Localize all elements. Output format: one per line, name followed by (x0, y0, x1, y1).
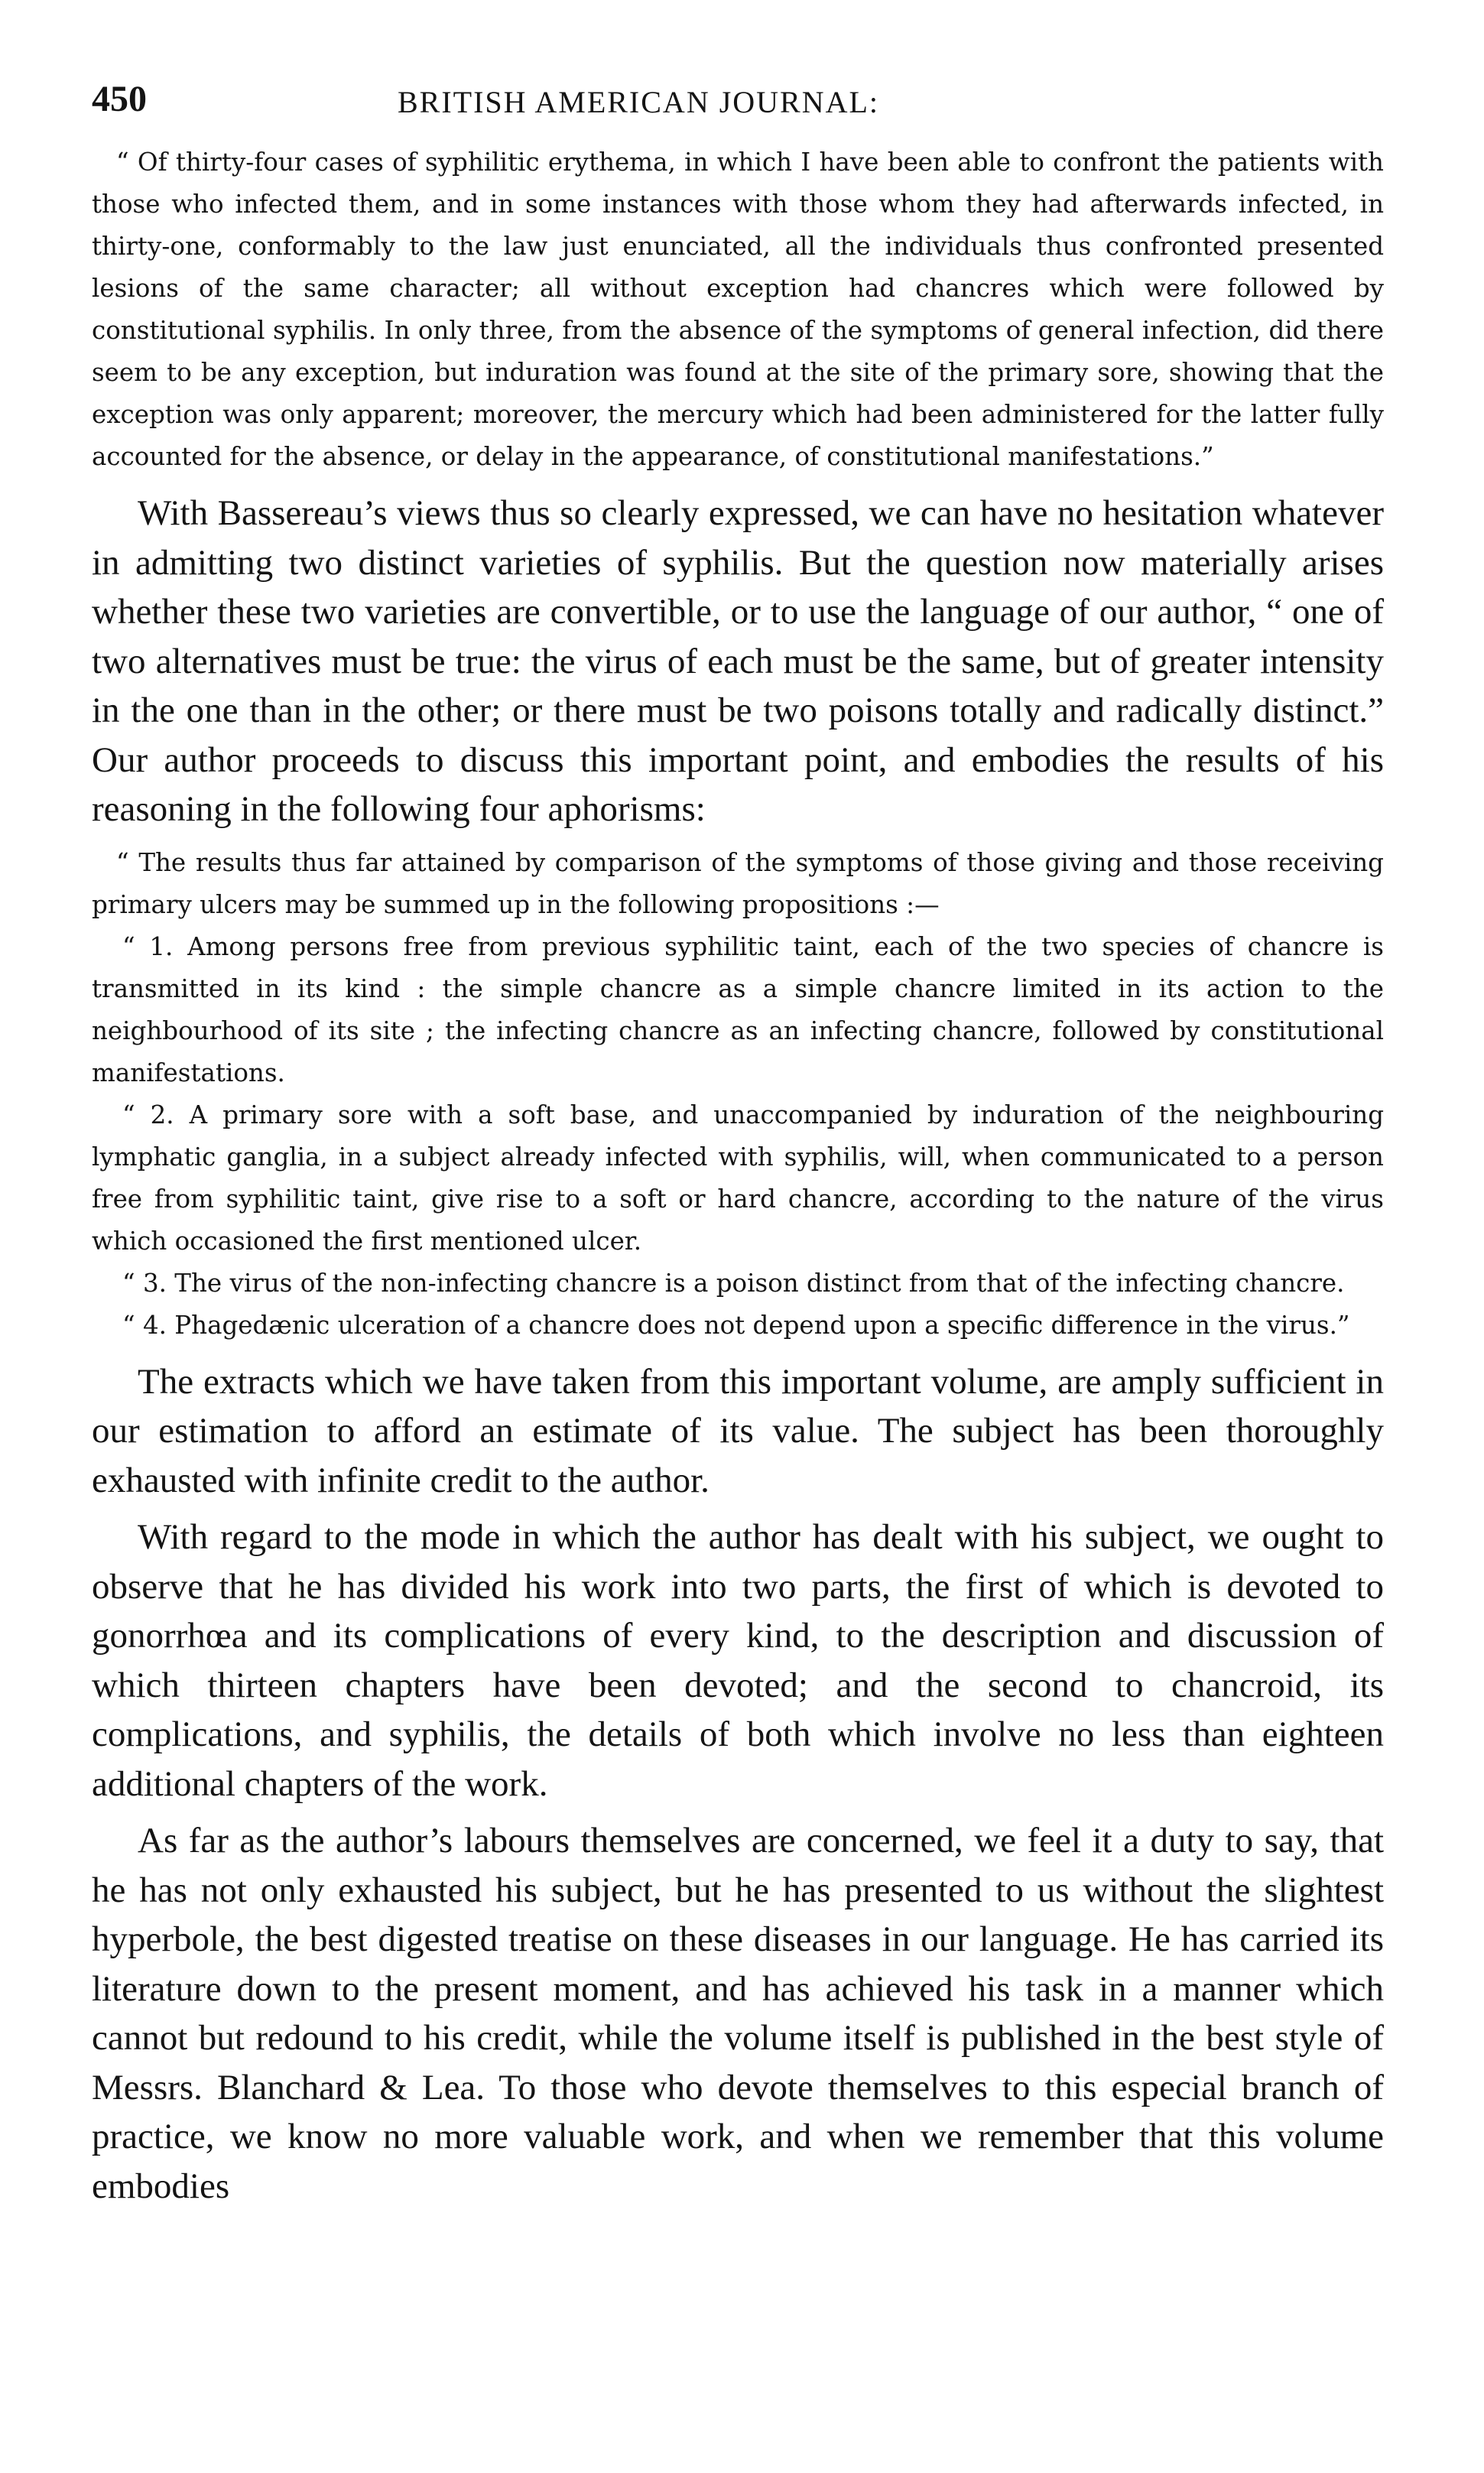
quote-propositions-intro: “ The results thus far attained by comparison of the symptoms of those giving and those receiving primary ulcers may be summed up in the following propositions :— (92, 847, 1384, 919)
page-number: 450 (92, 79, 147, 119)
paragraph-bassereau-views: With Bassereau’s views thus so clearly expressed, we can have no hesitation whatever in admitting two distinct varieties of syphilis. But the question now materially arises whether these two varieties are convertible, or to use the language of our author, “ one of two alternatives must be true: the virus of each must be the same, but of greater intensity in the one than in the other; or there must be two poisons totally and radically distinct.” Our author proceeds to discuss this important point, and embodies the results of his reasoning in the following four aphorisms: (92, 493, 1384, 829)
aphorism-3: “ 3. The virus of the non-infecting chancre is a poison distinct from that of the infecting chancre. (122, 1268, 1345, 1298)
aphorism-1: “ 1. Among persons free from previous syphilitic taint, each of the two species of chancre is transmitted in its kind : the simple chancre as a simple chancre limited in its action to the neighbourhood of its site ; the infecting chancre as an infecting chancre, followed by constitutional manifestations. (92, 931, 1384, 1087)
paragraph-labours: As far as the author’s labours themselves are concerned, we feel it a duty to say, that he has not only exhausted his subject, but he has presented to us without the slightest hyperbole, the best digested treatise on these diseases in our language. He has carried its literature down to the present moment, and has achieved his task in a manner which cannot but redound to his credit, while the volume itself is published in the best style of Messrs. Blanchard & Lea. To those who devote themselves to this especial branch of practice, we know no more valuable work, and when we remember that this volume embodies (92, 1821, 1384, 2206)
paragraph-mode: With regard to the mode in which the author has dealt with his subject, we ought to observe that he has divided his work into two parts, the first of which is devoted to gonorrhœa and its complications of every kind, to the description and discussion of which thirteen chapters have been devoted; and the second to chancroid, its complications, and syphilis, the details of both which involve no less than eighteen additional chapters of the work. (92, 1517, 1384, 1804)
page-header (92, 76, 1384, 122)
paragraph-extracts: The extracts which we have taken from this important volume, are amply sufficient in our estimation to afford an estimate of its value. The subject has been thoroughly exhausted with infinite credit to the author. (92, 1361, 1384, 1500)
running-head: BRITISH AMERICAN JOURNAL: (398, 85, 880, 119)
aphorism-2: “ 2. A primary sore with a soft base, and unaccompanied by induration of the neighbouring lymphatic ganglia, in a subject already infected with syphilis, will, when communicated to a person free from syphilitic taint, give rise to a soft or hard chancre, according to the nature of the virus which occasioned the first mentioned ulcer. (92, 1100, 1384, 1256)
aphorism-4: “ 4. Phagedænic ulceration of a chancre does not depend upon a specific difference in the virus.” (122, 1310, 1350, 1340)
body-text (92, 141, 1384, 2211)
quote-bassereau: “ Of thirty-four cases of syphilitic erythema, in which I have been able to confront the patients with those who infected them, and in some instances with those whom they had afterwards infected, in thirty-one, conformably to the law just enunciated, all the individuals thus confronted presented lesions of the same character; all without exception had chancres which were followed by constitutional syphilis. In only three, from the absence of the symptoms of general infection, did there seem to be any exception, but induration was found at the site of the primary sore, showing that the exception was only apparent; moreover, the mercury which had been administered for the latter fully accounted for the absence, or delay in the appearance, of constitutional manifestations.” (92, 148, 1384, 471)
